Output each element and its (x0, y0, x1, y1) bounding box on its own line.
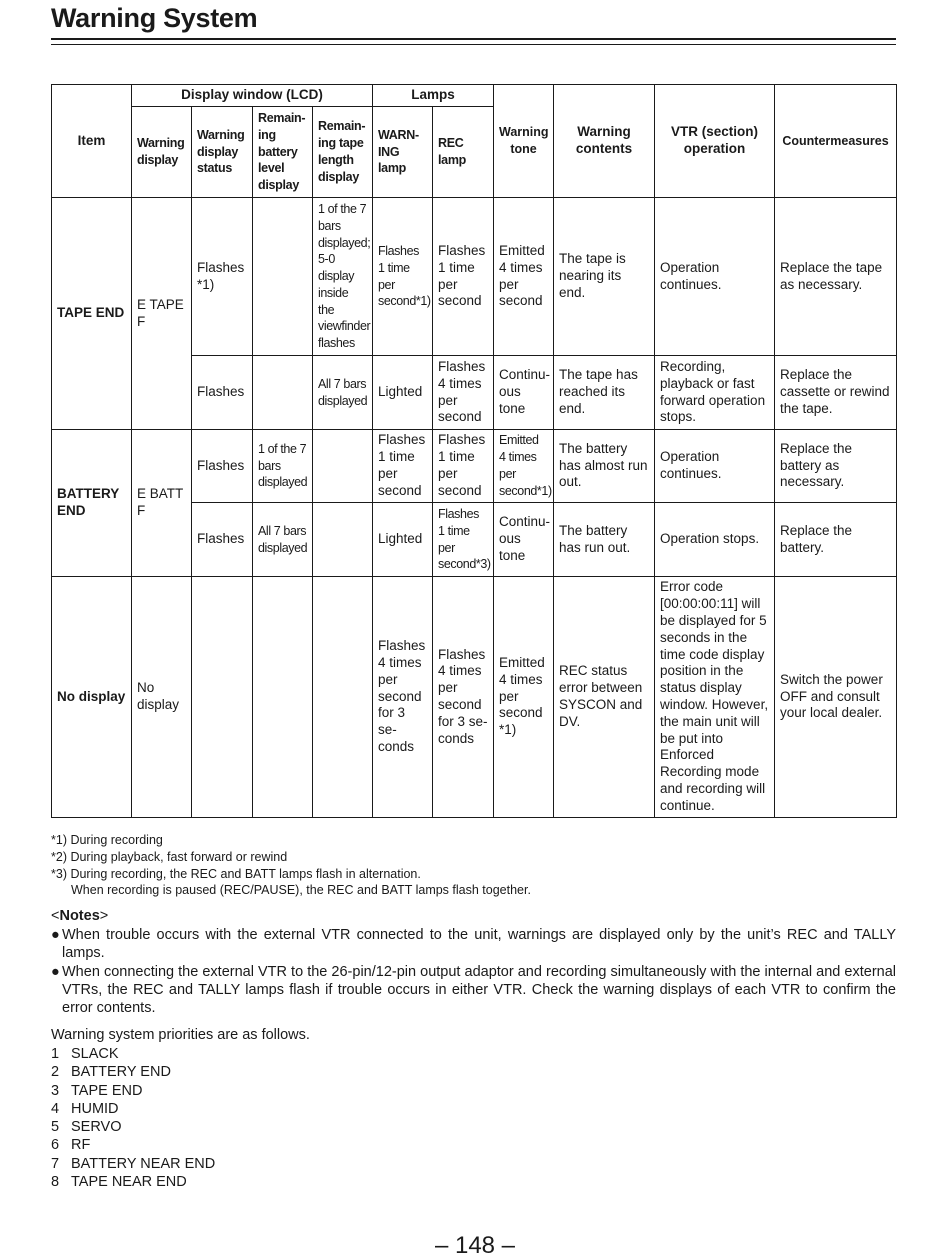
list-item (51, 1136, 215, 1154)
header-warning-contents: Warning contents (554, 85, 655, 198)
tone-cell: Continu-ous tone (494, 356, 554, 430)
tone-cell: Emitted 4 times per second *1) (494, 577, 554, 818)
header-warning-tone: Warning tone (494, 85, 554, 198)
battery-cell (253, 577, 313, 818)
warn-lamp-cell: Flashes 1 time per second (373, 430, 433, 503)
table-row (52, 198, 897, 356)
note-text: When connecting the external VTR to the 26-pin/12-pin output adaptor and recording simultaneously with the internal and external VTRs, the REC and TALLY lamps flash if trouble occurs in either VTR. Check the warning displays of each VTR to confirm the error contents. (62, 963, 896, 1017)
contents-cell: The tape is nearing its end. (554, 198, 655, 356)
warning-display-cell: E TAPE F (132, 198, 192, 430)
tape-cell: 1 of the 7 bars displayed; 5-0 display inside the viewfinder flashes (313, 198, 373, 356)
status-cell: Flashes (192, 430, 253, 503)
status-cell: Flashes *1) (192, 198, 253, 356)
priority-number: 7 (51, 1155, 60, 1172)
priority-label: BATTERY NEAR END (71, 1155, 216, 1172)
list-item (51, 1045, 215, 1063)
warning-display-cell: E BATT F (132, 430, 192, 577)
status-cell: Flashes (192, 503, 253, 577)
operation-cell: Operation continues. (655, 430, 775, 503)
countermeasure-cell: Replace the battery. (775, 503, 897, 577)
operation-cell: Error code [00:00:00:11] will be displayed for 5 seconds in the time code display position in the status display window. However, the main unit will be put into Enforced Recording mode and recording will continue. (655, 577, 775, 818)
rec-lamp-cell: Flashes 4 times per second for 3 se-conds (433, 577, 494, 818)
priority-intro: Warning system priorities are as follows. (51, 1027, 310, 1043)
page-number: – 148 – (434, 1232, 516, 1259)
item-cell: No display (52, 577, 132, 818)
header-warning-display-status: Warning display status (192, 107, 253, 198)
tape-cell (313, 503, 373, 577)
priority-list (51, 1045, 215, 1191)
header-display-window: Display window (LCD) (132, 85, 373, 107)
contents-cell: The tape has reached its end. (554, 356, 655, 430)
item-cell: BATTERY END (52, 430, 132, 577)
priority-number: 5 (51, 1119, 60, 1136)
priority-label: TAPE END (71, 1082, 143, 1099)
status-cell (192, 577, 253, 818)
list-item (51, 1100, 215, 1118)
rec-lamp-cell: Flashes 1 time per second (433, 430, 494, 503)
table-row (52, 577, 897, 818)
note-text: When trouble occurs with the external VTR connected to the unit, warnings are displayed only by the unit’s REC and TALLY lamps. (62, 927, 896, 962)
list-item (51, 1082, 215, 1100)
priority-label: SLACK (71, 1046, 119, 1062)
tone-cell: Continu-ous tone (494, 503, 554, 577)
header-vtr-operation: VTR (section) operation (655, 85, 775, 198)
priority-label: BATTERY END (71, 1064, 171, 1081)
footnote: *2) During playback, fast forward or rewind (51, 849, 288, 864)
notes-open: < (51, 908, 60, 924)
priority-number: 8 (51, 1174, 60, 1191)
tape-cell (313, 430, 373, 503)
footnote: When recording is paused (REC/PAUSE), the REC and BATT lamps flash together. (71, 883, 531, 898)
footnote: *1) During recording (51, 833, 163, 847)
tone-cell: Emitted 4 times per second*1) (494, 430, 554, 503)
list-item (51, 1173, 215, 1191)
header-tape-length: Remain-ing tape length display (313, 107, 373, 198)
priority-number: 6 (51, 1137, 60, 1154)
battery-cell: All 7 bars displayed (253, 503, 313, 577)
warn-lamp-cell: Flashes 4 times per second for 3 se-conds (373, 577, 433, 818)
warn-lamp-cell: Lighted (373, 356, 433, 430)
bullet-icon: ● (51, 963, 60, 980)
operation-cell: Recording, playback or fast forward operation stops. (655, 356, 775, 430)
header-countermeasures: Countermeasures (775, 85, 897, 198)
countermeasure-cell: Switch the power OFF and consult your local dealer. (775, 577, 897, 818)
tone-cell: Emitted 4 times per second (494, 198, 554, 356)
warning-table (51, 84, 897, 818)
warn-lamp-cell: Lighted (373, 503, 433, 577)
header-warning-display: Warning display (132, 107, 192, 198)
warning-display-cell: No display (132, 577, 192, 818)
countermeasure-cell: Replace the tape as necessary. (775, 198, 897, 356)
contents-cell: REC status error between SYSCON and DV. (554, 577, 655, 818)
contents-cell: The battery has run out. (554, 503, 655, 577)
notes-heading (51, 908, 108, 924)
rec-lamp-cell: Flashes 1 time per second (433, 198, 494, 356)
footnotes (51, 832, 531, 899)
list-item (51, 963, 896, 1018)
item-cell: TAPE END (52, 198, 132, 430)
countermeasure-cell: Replace the battery as necessary. (775, 430, 897, 503)
countermeasure-cell: Replace the cassette or rewind the tape. (775, 356, 897, 430)
list-item (51, 1118, 215, 1136)
contents-cell: The battery has almost run out. (554, 430, 655, 503)
footnote: *3) During recording, the REC and BATT lamps flash in alternation. (51, 866, 421, 881)
title-rule-thin (51, 44, 896, 45)
priority-number: 4 (51, 1100, 60, 1117)
operation-cell: Operation continues. (655, 198, 775, 356)
priority-number: 1 (51, 1046, 60, 1062)
header-lamps: Lamps (373, 85, 494, 107)
rec-lamp-cell: Flashes 1 time per second*3) (433, 503, 494, 577)
tape-cell: All 7 bars displayed (313, 356, 373, 430)
priority-label: HUMID (71, 1100, 119, 1117)
battery-cell: 1 of the 7 bars displayed (253, 430, 313, 503)
notes-close: > (99, 908, 109, 924)
priority-label: RF (71, 1137, 91, 1154)
status-cell: Flashes (192, 356, 253, 430)
warn-lamp-cell: Flashes 1 time per second*1) (373, 198, 433, 356)
bullet-icon: ● (51, 927, 60, 943)
table-row (52, 430, 897, 503)
battery-cell (253, 198, 313, 356)
priority-label: TAPE NEAR END (71, 1174, 187, 1191)
header-item: Item (52, 85, 132, 198)
priority-label: SERVO (71, 1119, 122, 1136)
operation-cell: Operation stops. (655, 503, 775, 577)
title-rule (51, 38, 896, 40)
rec-lamp-cell: Flashes 4 times per second (433, 356, 494, 430)
list-item (51, 926, 896, 963)
tape-cell (313, 577, 373, 818)
list-item (51, 1063, 215, 1081)
header-warning-lamp: WARN-ING lamp (373, 107, 433, 198)
page-title: Warning System (51, 3, 258, 33)
header-battery-level: Remain-ing battery level display (253, 107, 313, 198)
priority-number: 2 (51, 1064, 60, 1081)
header-rec-lamp: REC lamp (433, 107, 494, 198)
notes-title: Notes (59, 908, 100, 924)
battery-cell (253, 356, 313, 430)
notes-list (51, 926, 896, 1017)
list-item (51, 1155, 215, 1173)
priority-number: 3 (51, 1082, 60, 1099)
